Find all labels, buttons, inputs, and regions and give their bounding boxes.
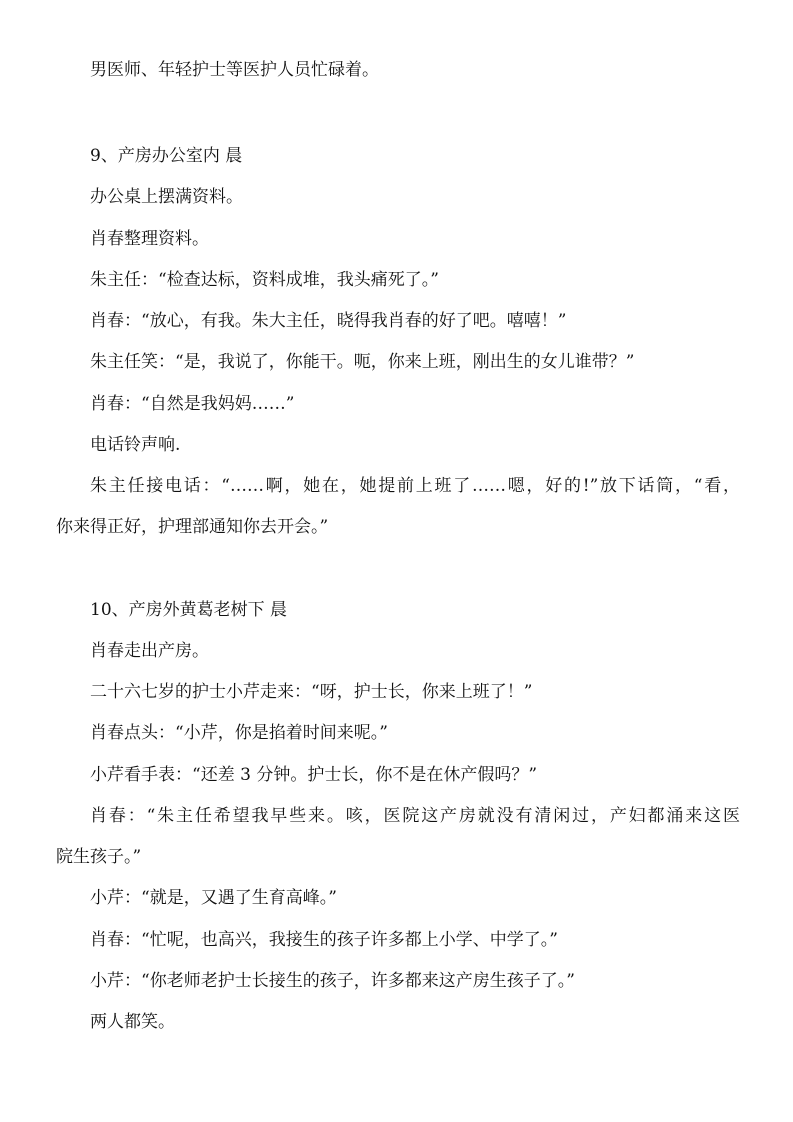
text-line: 肖春走出产房。 <box>90 641 209 661</box>
dialogue-line: 肖春点头：“小芹，你是掐着时间来呢。” <box>90 723 388 743</box>
dialogue-line: 二十六七岁的护士小芹走来：“呀，护士长，你来上班了！” <box>90 682 533 702</box>
dialogue-line: 肖春：“放心，有我。朱大主任，晓得我肖春的好了吧。嘻嘻！” <box>90 311 567 331</box>
dialogue-line: 肖春：“朱主任希望我早些来。咳，医院这产房就没有清闲过，产妇都涌来这医 <box>90 806 740 826</box>
text-line: 电话铃声响. <box>90 435 181 455</box>
text-line: 肖春整理资料。 <box>90 229 209 249</box>
dialogue-line: 朱主任：“检查达标，资料成堆，我头痛死了。” <box>90 270 439 290</box>
scene-heading: 10、产房外黄葛老树下 晨 <box>90 600 288 620</box>
dialogue-line: 小芹：“就是，又遇了生育高峰。” <box>90 888 337 908</box>
dialogue-line: 肖春：“自然是我妈妈……” <box>90 394 295 414</box>
dialogue-line-continuation: 你来得正好，护理部通知你去开会。” <box>56 517 329 537</box>
dialogue-line: 肖春：“忙呢，也高兴，我接生的孩子许多都上小学、中学了。” <box>90 930 558 950</box>
dialogue-line: 小芹：“你老师老护士长接生的孩子，许多都来这产房生孩子了。” <box>90 971 575 991</box>
text-line: 两人都笑。 <box>90 1012 175 1032</box>
text-line: 办公桌上摆满资料。 <box>90 187 243 207</box>
dialogue-line: 朱主任接电话：“……啊，她在，她提前上班了……嗯，好的!”放下话筒，“看， <box>90 476 740 496</box>
dialogue-line: 小芹看手表：“还差 3 分钟。护士长，你不是在休产假吗？” <box>90 765 538 785</box>
dialogue-line: 朱主任笑：“是，我说了，你能干。呃，你来上班，刚出生的女儿谁带？” <box>90 352 635 372</box>
text-line: 男医师、年轻护士等医护人员忙碌着。 <box>90 60 379 80</box>
scene-heading: 9、产房办公室内 晨 <box>90 146 243 166</box>
dialogue-line-continuation: 院生孩子。” <box>56 847 142 867</box>
